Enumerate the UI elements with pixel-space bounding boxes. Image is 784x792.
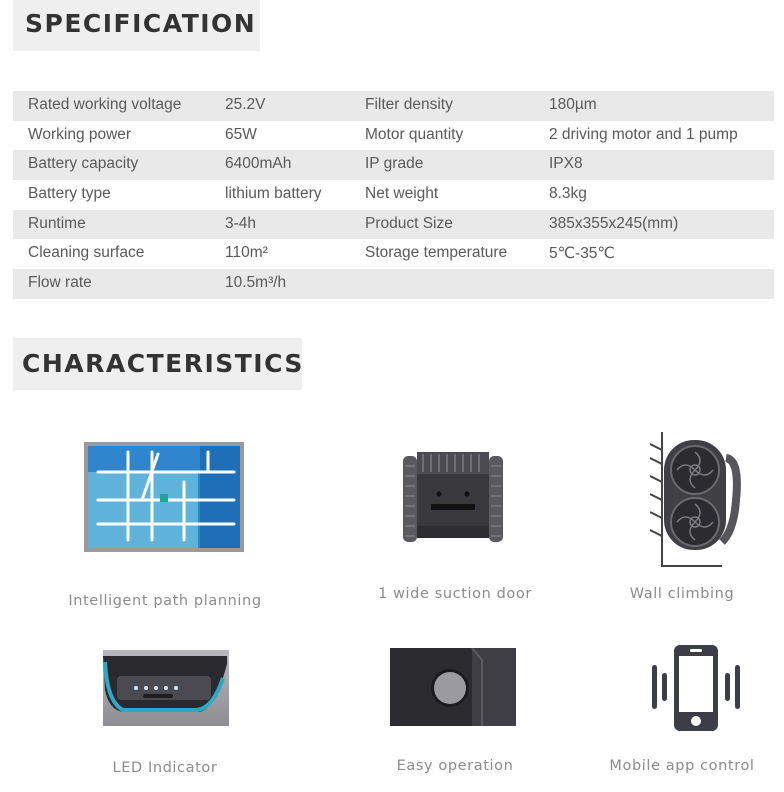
feature-caption: Wall climbing	[629, 586, 735, 602]
vibrating-phone-icon	[650, 643, 742, 735]
characteristics-title: CHARACTERISTICS	[22, 349, 304, 378]
table-row	[13, 239, 774, 269]
power-button-image	[390, 648, 516, 726]
specification-title: SPECIFICATION	[25, 9, 257, 38]
spec-value: 180µm	[549, 96, 597, 113]
spec-label: Cleaning surface	[28, 244, 145, 262]
spec-label: Runtime	[28, 214, 86, 232]
spec-label: Storage temperature	[365, 244, 508, 262]
spec-label: Motor quantity	[365, 125, 464, 143]
spec-label: Battery type	[28, 185, 111, 203]
feature-mobile-app	[580, 640, 784, 785]
spec-value: 25.2V	[225, 96, 266, 113]
spec-value: 5℃-35℃	[549, 245, 615, 263]
spec-value: 2 driving motor and 1 pump	[549, 125, 738, 143]
characteristics-heading	[13, 338, 302, 390]
feature-caption: Mobile app control	[609, 758, 755, 774]
spec-value: IPX8	[549, 155, 583, 173]
table-row	[13, 91, 774, 121]
specification-heading	[13, 0, 260, 51]
spec-label: Net weight	[365, 185, 439, 203]
pool-path-map-image	[84, 442, 244, 552]
spec-table	[13, 91, 774, 299]
spec-value: lithium battery	[225, 185, 322, 203]
feature-wall-climbing	[580, 425, 784, 615]
spec-value: 8.3kg	[549, 185, 587, 203]
spec-label: IP grade	[365, 155, 424, 173]
wall-climbing-robot-image	[650, 430, 750, 570]
spec-label: Working power	[28, 125, 132, 143]
feature-caption: LED Indicator	[112, 760, 218, 776]
spec-value: 385x355x245(mm)	[549, 214, 679, 232]
spec-label: Battery capacity	[28, 155, 139, 173]
led-indicator-image	[103, 650, 229, 726]
spec-value: 10.5m³/h	[225, 274, 287, 292]
table-row	[13, 180, 774, 210]
spec-label: Rated working voltage	[28, 96, 182, 113]
table-row	[13, 269, 774, 299]
feature-suction-door	[330, 440, 580, 610]
table-row	[13, 210, 774, 240]
spec-value: 110m²	[225, 244, 268, 262]
table-row	[13, 150, 774, 180]
spec-label: Filter density	[365, 96, 453, 113]
feature-caption: Easy operation	[396, 758, 514, 774]
spec-label: Flow rate	[28, 274, 92, 292]
feature-path-planning	[40, 440, 290, 615]
feature-caption: 1 wide suction door	[378, 586, 532, 602]
spec-value: 65W	[225, 125, 257, 143]
spec-value: 6400mAh	[225, 155, 292, 173]
spec-label: Product Size	[365, 214, 453, 232]
feature-easy-operation	[330, 645, 580, 785]
robot-front-suction-image	[403, 452, 503, 544]
feature-led-indicator	[40, 645, 290, 785]
feature-caption: Intelligent path planning	[68, 593, 262, 609]
spec-value: 3-4h	[225, 214, 257, 232]
table-row	[13, 121, 774, 151]
